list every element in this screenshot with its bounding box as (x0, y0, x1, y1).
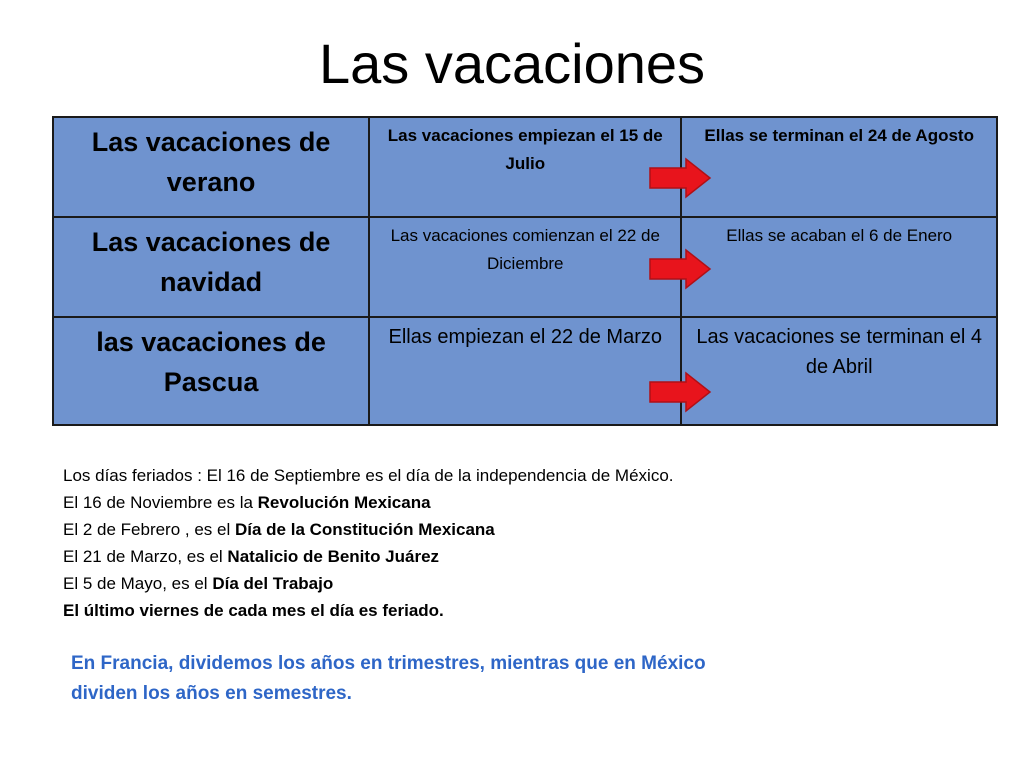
holiday-text: El 5 de Mayo, es el (63, 574, 213, 593)
holiday-line (63, 543, 674, 570)
table-row (53, 317, 997, 425)
right-arrow-icon (648, 157, 712, 199)
right-arrow-icon (648, 248, 712, 290)
holiday-line (63, 516, 674, 543)
note-line: En Francia, dividemos los años en trimestres, mientras que en México (71, 653, 706, 674)
table-row (53, 117, 997, 217)
start-date-cell: Las vacaciones comienzan el 22 de Diciembre (369, 217, 681, 317)
holiday-text: El 2 de Febrero , es el (63, 520, 235, 539)
vacations-table (52, 116, 998, 426)
holidays-list (63, 462, 674, 624)
holiday-name: Día de la Constitución Mexicana (234, 520, 495, 539)
start-date-cell: Las vacaciones empiezan el 15 de Julio (369, 117, 681, 217)
right-arrow-icon (648, 371, 712, 413)
row-name-cell: las vacaciones de Pascua (53, 317, 369, 425)
holiday-text: El 16 de Noviembre es la (63, 493, 258, 512)
holiday-line (63, 489, 674, 516)
holiday-name: Natalicio de Benito Juárez (227, 547, 440, 566)
page-title: Las vacaciones (318, 32, 705, 95)
start-date-cell: Ellas empiezan el 22 de Marzo (369, 317, 681, 425)
end-date-cell: Las vacaciones se terminan el 4 de Abril (681, 317, 997, 425)
table-row (53, 217, 997, 317)
holiday-line (63, 597, 674, 624)
note-line: dividen los años en semestres. (71, 683, 352, 704)
row-name-cell: Las vacaciones de navidad (53, 217, 369, 317)
end-date-cell: Ellas se terminan el 24 de Agosto (681, 117, 997, 217)
holiday-intro: Los días feriados : El 16 de Septiembre es el día de la independencia de México. (63, 466, 674, 485)
holiday-line (63, 570, 674, 597)
comparison-note (71, 649, 706, 709)
end-date-cell: Ellas se acaban el 6 de Enero (681, 217, 997, 317)
holiday-name: Día del Trabajo (212, 574, 334, 593)
holiday-name: Revolución Mexicana (257, 493, 431, 512)
holiday-name: El último viernes de cada mes el día es feriado. (63, 601, 444, 620)
row-name-cell: Las vacaciones de verano (53, 117, 369, 217)
holiday-text: El 21 de Marzo, es el (63, 547, 228, 566)
